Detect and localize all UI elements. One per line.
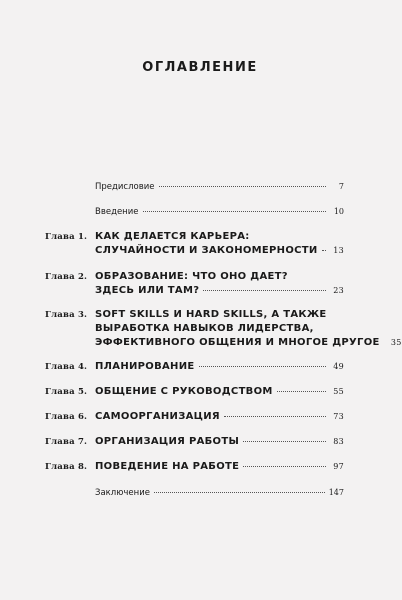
entry-title: [95, 486, 344, 500]
entry-title-line: [95, 486, 344, 500]
entry-title: [95, 460, 344, 474]
entry-title-line: [95, 360, 344, 374]
entry-title-text: САМООРГАНИЗАЦИЯ: [95, 411, 220, 422]
entry-title-text: ЭФФЕКТИВНОГО ОБЩЕНИЯ И МНОГОЕ ДРУГОЕ: [95, 337, 380, 348]
entry-title-line: [95, 435, 344, 449]
dot-leader: [277, 391, 326, 392]
entry-title-text: ПОВЕДЕНИЕ НА РАБОТЕ: [95, 461, 240, 472]
chapter-label: Глава 4.: [45, 362, 88, 372]
entry-title: [95, 385, 344, 399]
entry-title-line: [95, 244, 344, 258]
entry-title-line: [95, 460, 344, 474]
entry-title-line: [95, 284, 344, 298]
entry-title-text: Предисловие: [95, 182, 155, 192]
entry-title-line: [95, 410, 344, 424]
entry-title-line: [95, 322, 344, 336]
chapter-label: Глава 8.: [45, 462, 88, 472]
entry-title: [95, 270, 344, 298]
page-number: 23: [333, 286, 344, 295]
dot-leader: [199, 366, 326, 367]
dot-leader: [243, 466, 326, 467]
page-number: 97: [333, 462, 344, 471]
page-number: 7: [338, 182, 344, 191]
dot-leader: [203, 290, 326, 291]
entry-title-text: Введение: [95, 207, 139, 217]
dot-leader: [159, 186, 327, 187]
entry-title-line: [95, 270, 344, 284]
entry-title-text: ЗДЕСЬ ИЛИ ТАМ?: [95, 285, 200, 296]
dot-leader: [154, 492, 325, 493]
dot-leader: [143, 211, 327, 212]
chapter-label: Глава 2.: [45, 272, 88, 282]
entry-title-text: Заключение: [95, 488, 150, 498]
entry-title-line: [95, 205, 344, 219]
entry-title-text: SOFT SKILLS И HARD SKILLS, А ТАКЖЕ: [95, 309, 327, 320]
chapter-label: Глава 7.: [45, 437, 88, 447]
dot-leader: [322, 250, 326, 251]
entry-title: [95, 360, 344, 374]
page-number: 13: [333, 246, 344, 255]
entry-title: [95, 410, 344, 424]
entry-title-text: ОРГАНИЗАЦИЯ РАБОТЫ: [95, 436, 240, 447]
entry-title-line: [95, 180, 344, 194]
entry-title-line: [95, 230, 344, 244]
page-title: ОГЛАВЛЕНИЕ: [142, 60, 258, 75]
chapter-label: Глава 6.: [45, 412, 88, 422]
chapter-label: Глава 3.: [45, 310, 88, 320]
entry-title: [95, 308, 402, 350]
entry-title-line: [95, 385, 344, 399]
page-number: 49: [333, 362, 344, 371]
entry-title: [95, 180, 344, 194]
entry-title-line: [95, 308, 344, 322]
entry-title-text: ОБЩЕНИЕ С РУКОВОДСТВОМ: [95, 386, 273, 397]
page-number: 55: [333, 387, 344, 396]
entry-title-text: ОБРАЗОВАНИЕ: ЧТО ОНО ДАЕТ?: [95, 271, 288, 282]
entry-title: [95, 205, 344, 219]
dot-leader: [224, 416, 326, 417]
entry-title-text: ПЛАНИРОВАНИЕ: [95, 361, 195, 372]
entry-title-text: ВЫРАБОТКА НАВЫКОВ ЛИДЕРСТВА,: [95, 323, 314, 334]
page-number: 10: [333, 207, 344, 216]
chapter-label: Глава 5.: [45, 387, 88, 397]
page-number: 83: [333, 437, 344, 446]
entry-title-text: КАК ДЕЛАЕТСЯ КАРЬЕРА:: [95, 231, 250, 242]
dot-leader: [243, 441, 326, 442]
page-number: 35: [390, 338, 402, 347]
page-number: 147: [328, 488, 344, 497]
entry-title-text: СЛУЧАЙНОСТИ И ЗАКОНОМЕРНОСТИ: [95, 245, 318, 256]
entry-title: [95, 435, 344, 449]
chapter-label: Глава 1.: [45, 232, 88, 242]
entry-title-line: [95, 336, 402, 350]
page-number: 73: [333, 412, 344, 421]
entry-title: [95, 230, 344, 258]
